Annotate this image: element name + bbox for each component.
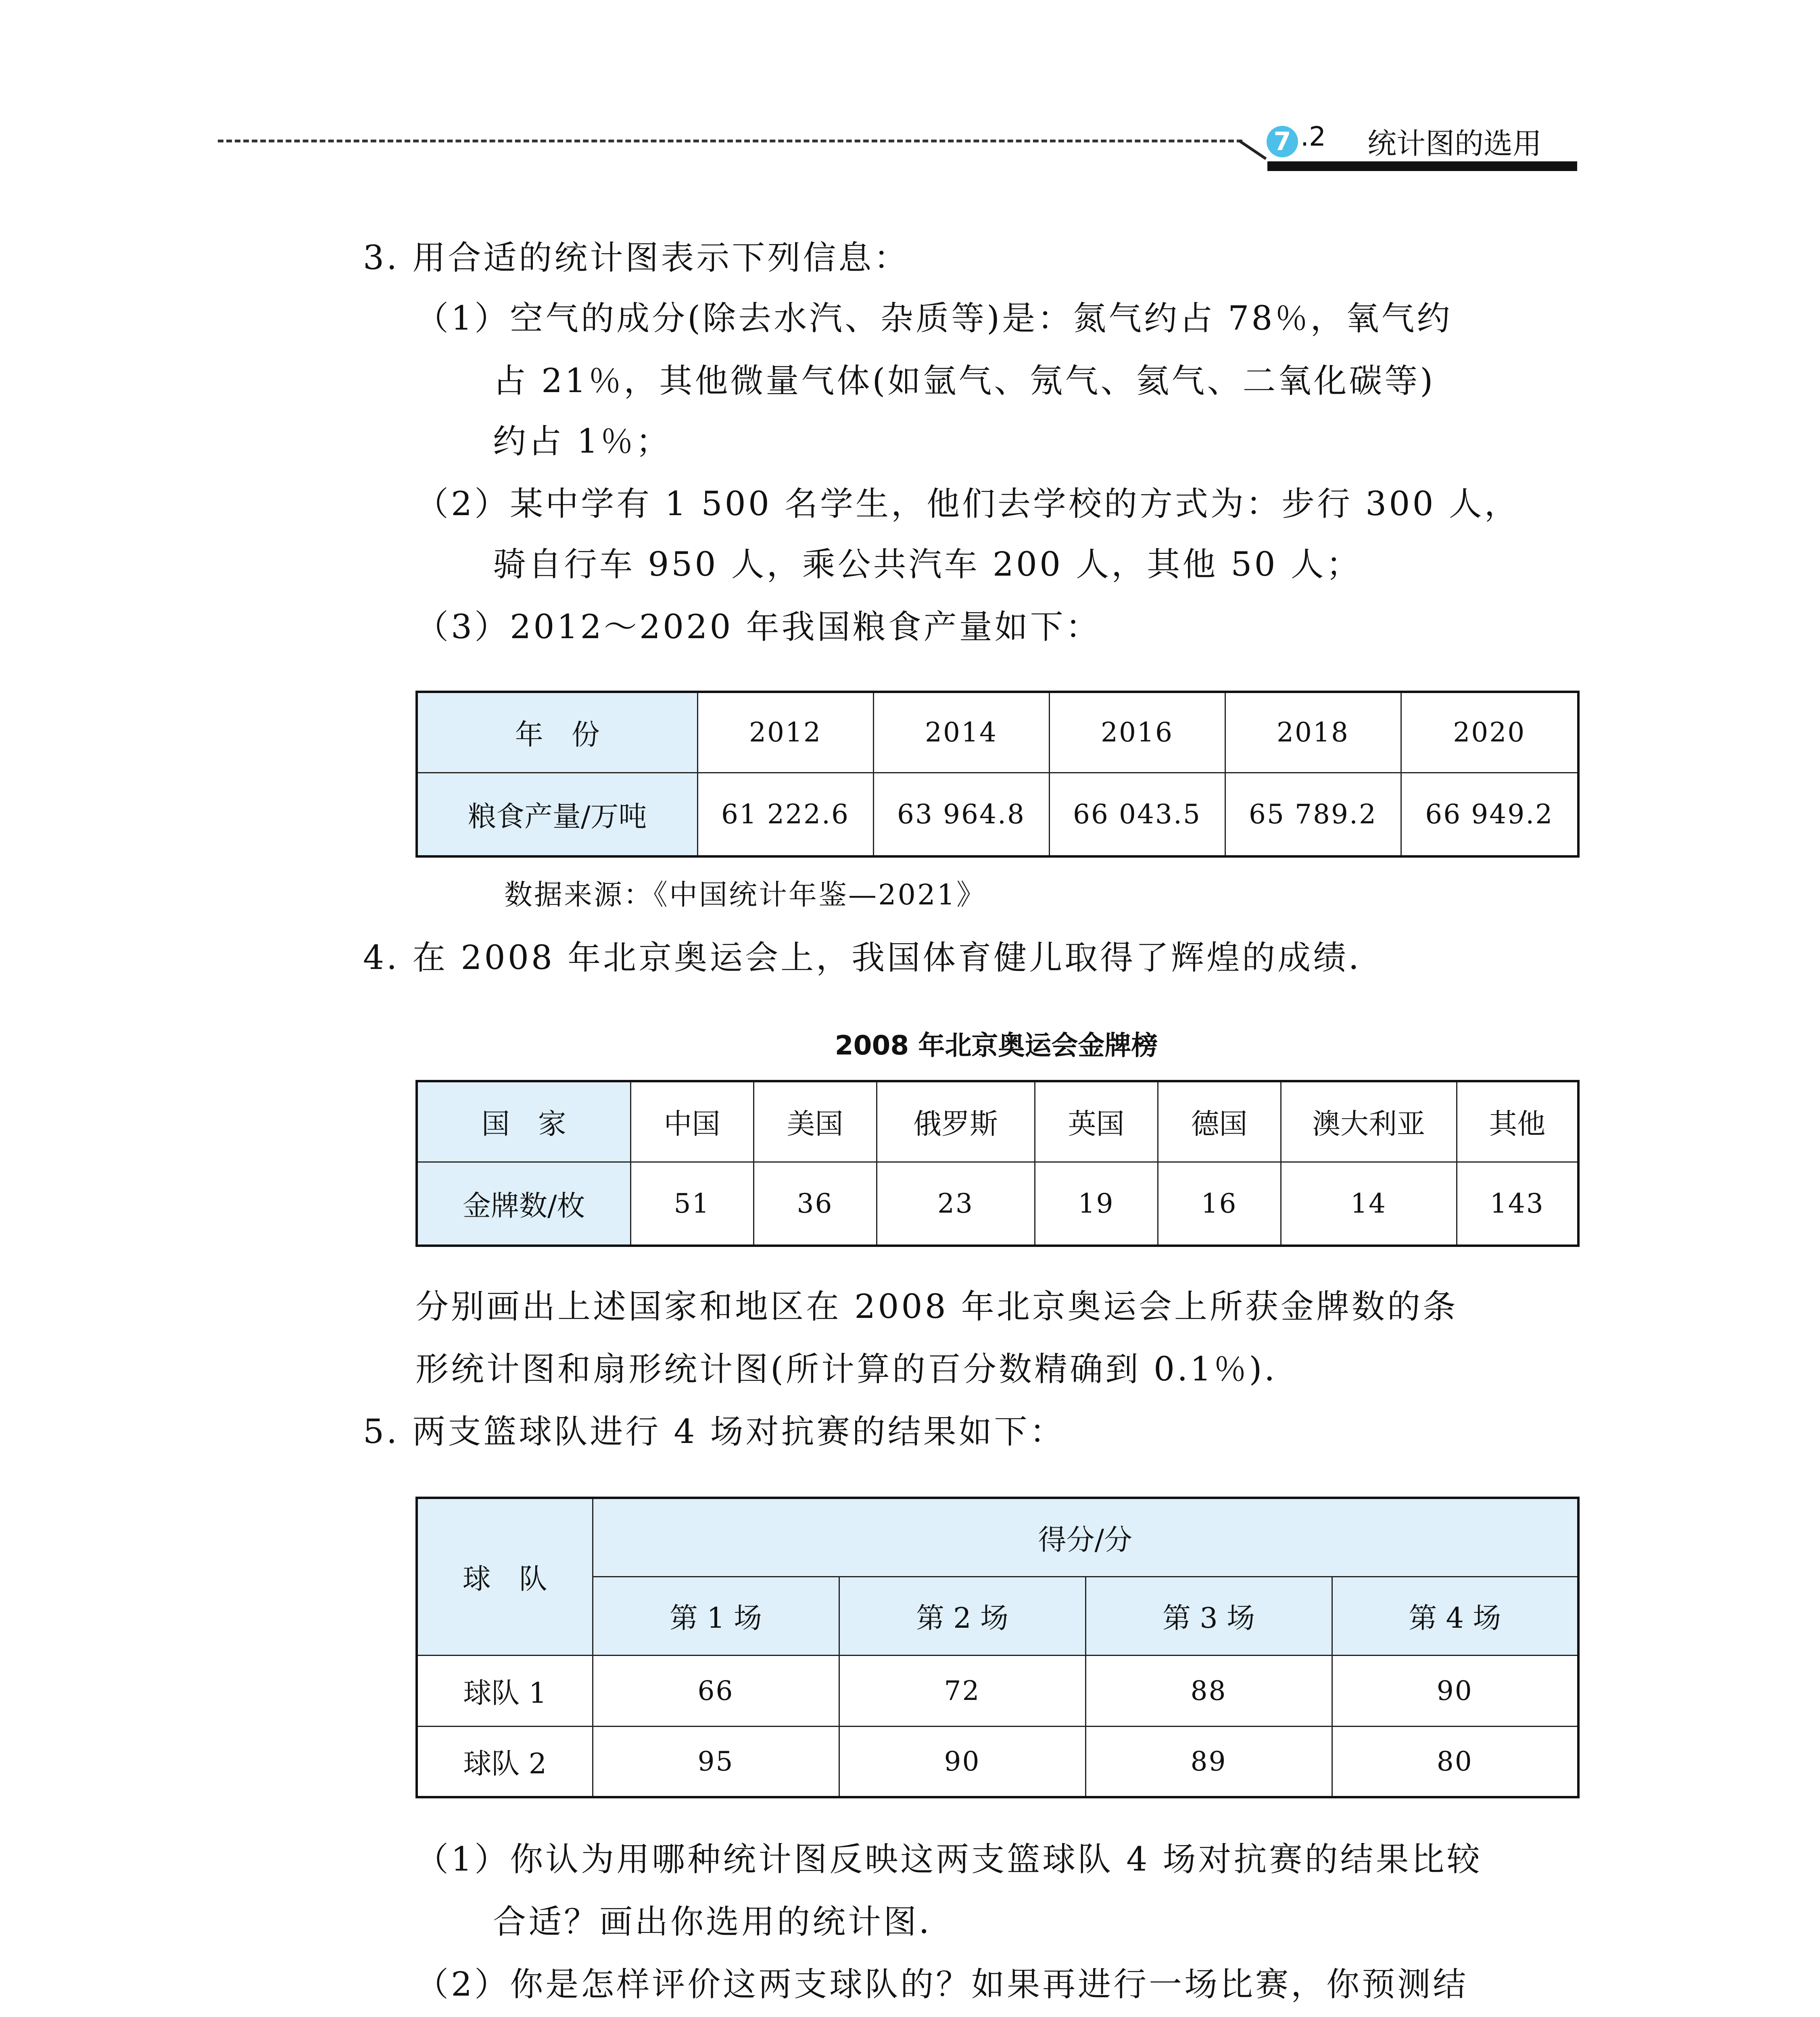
q5-part1-line2: 合适？画出你选用的统计图．	[493, 1903, 955, 1941]
medal-table-country: 澳大利亚	[1281, 1081, 1457, 1162]
grain-table-production-header: 粮食产量/万吨	[417, 773, 697, 856]
score-table-score: 80	[1332, 1726, 1578, 1797]
olympic-medal-table	[415, 1080, 1580, 1247]
q3-part2-line1: （2）某中学有 1 500 名学生，他们去学校的方式为：步行 300 人，	[415, 485, 1520, 523]
q3-part2-line2: 骑自行车 950 人，乘公共汽车 200 人，其他 50 人；	[493, 545, 1362, 584]
score-table-score: 88	[1085, 1655, 1332, 1726]
q3-title: 3. 用合适的统计图表示下列信息：	[363, 239, 910, 277]
score-table-game-header: 第 1 场	[593, 1576, 839, 1655]
medal-table-count-header: 金牌数/枚	[417, 1162, 630, 1246]
q5-part1-line1: （1）你认为用哪种统计图反映这两支篮球队 4 场对抗赛的结果比较	[415, 1840, 1482, 1879]
q4-instruction-line2: 形统计图和扇形统计图(所计算的百分数精确到 0.1％)．	[415, 1350, 1300, 1389]
basketball-score-table	[415, 1497, 1580, 1798]
score-table-game-header: 第 2 场	[839, 1576, 1085, 1655]
grain-table-value: 65 789.2	[1225, 773, 1401, 856]
medal-table-count: 36	[753, 1162, 877, 1246]
score-table-score: 90	[839, 1726, 1085, 1797]
medal-table-count: 16	[1158, 1162, 1281, 1246]
score-table-score: 95	[593, 1726, 839, 1797]
header-underline-bar	[1267, 161, 1577, 171]
score-table-score: 66	[593, 1655, 839, 1726]
score-table-score: 90	[1332, 1655, 1578, 1726]
header-dashed-rule	[218, 140, 1242, 142]
q3-part1-line3: 约占 1％；	[493, 422, 672, 461]
section-number-suffix: .2	[1300, 121, 1326, 152]
medal-table-count: 14	[1281, 1162, 1457, 1246]
medal-table-country: 俄罗斯	[877, 1081, 1035, 1162]
medal-table-country: 英国	[1035, 1081, 1158, 1162]
score-table-game-header: 第 4 场	[1332, 1576, 1578, 1655]
q4-title: 4. 在 2008 年北京奥运会上，我国体育健儿取得了辉煌的成绩．	[363, 939, 1384, 977]
q5-title: 5. 两支篮球队进行 4 场对抗赛的结果如下：	[363, 1413, 1065, 1451]
grain-data-source: 数据来源：《中国统计年鉴—2021》	[504, 878, 987, 911]
section-number-badge: 7	[1267, 126, 1298, 157]
q3-part1-line1: （1）空气的成分(除去水汽、杂质等)是：氮气约占 78％，氧气约	[415, 299, 1453, 338]
grain-table-year: 2018	[1225, 692, 1401, 773]
q5-part2-line1: （2）你是怎样评价这两支球队的？如果再进行一场比赛，你预测结	[415, 1965, 1469, 2004]
medal-table-count: 23	[877, 1162, 1035, 1246]
grain-table-value: 66 043.5	[1049, 773, 1225, 856]
medal-table-country: 德国	[1158, 1081, 1281, 1162]
header-slant-rule	[1238, 140, 1267, 160]
score-table-score: 72	[839, 1655, 1085, 1726]
medal-table-country: 美国	[753, 1081, 877, 1162]
medal-table-count: 51	[630, 1162, 753, 1246]
score-table-score-header: 得分/分	[593, 1498, 1578, 1576]
grain-table-value: 63 964.8	[873, 773, 1049, 856]
medal-table-count: 143	[1457, 1162, 1578, 1246]
medal-table-count: 19	[1035, 1162, 1158, 1246]
grain-table-year: 2020	[1401, 692, 1578, 773]
score-table-game-header: 第 3 场	[1085, 1576, 1332, 1655]
score-table-team-header: 球 队	[417, 1498, 593, 1655]
q4-instruction-line1: 分别画出上述国家和地区在 2008 年北京奥运会上所获金牌数的条	[415, 1288, 1458, 1326]
score-table-team-name: 球队 2	[417, 1726, 593, 1797]
grain-table-year: 2016	[1049, 692, 1225, 773]
score-table-team-name: 球队 1	[417, 1655, 593, 1726]
medal-table-caption: 2008 年北京奥运会金牌榜	[835, 1030, 1158, 1061]
score-table-score: 89	[1085, 1726, 1332, 1797]
section-title: 统计图的选用	[1367, 127, 1542, 161]
medal-table-country: 中国	[630, 1081, 753, 1162]
grain-production-table	[415, 691, 1580, 858]
q3-part3-line1: （3）2012～2020 年我国粮食产量如下：	[415, 608, 1101, 646]
grain-table-year: 2014	[873, 692, 1049, 773]
grain-table-value: 66 949.2	[1401, 773, 1578, 856]
medal-table-country: 其他	[1457, 1081, 1578, 1162]
grain-table-year-header: 年 份	[417, 692, 697, 773]
grain-table-value: 61 222.6	[697, 773, 873, 856]
grain-table-year: 2012	[697, 692, 873, 773]
q3-part1-line2: 占 21％，其他微量气体(如氩气、氖气、氦气、二氧化碳等)	[493, 362, 1436, 400]
medal-table-country-header: 国 家	[417, 1081, 630, 1162]
